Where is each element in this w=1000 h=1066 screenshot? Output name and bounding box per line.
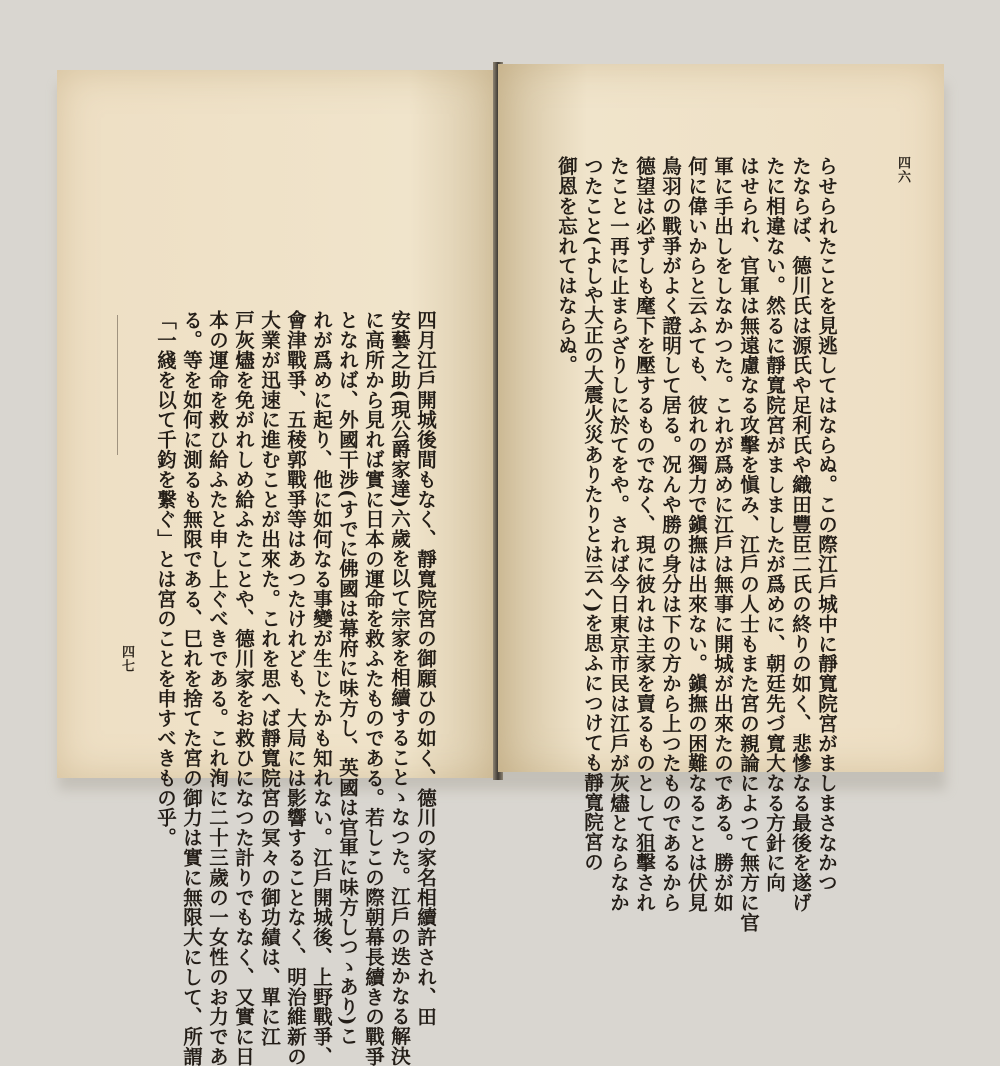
margin-rule bbox=[117, 315, 118, 455]
left-page-text bbox=[152, 310, 438, 1066]
text-line: 軍に手出しをしなかつた。これが爲めに江戶は無事に開城が出來たのである。勝が如 bbox=[711, 156, 734, 913]
text-line: らせられたことを見逃してはならぬ。この際江戶城中に靜寬院宮がましまさなかつ bbox=[815, 156, 838, 893]
text-line: 安藝之助(現公爵家達)六歲を以て宗家を相續することゝなつた。江戶の迭かなる解決 bbox=[388, 310, 411, 1066]
text-line: 會津戰爭、五稜郭戰爭等はあつたけれども、大局には影響することなく、明治維新の bbox=[284, 310, 307, 1066]
text-line: 御恩を忘れてはならぬ。 bbox=[555, 156, 578, 375]
text-line: たならば、德川氏は源氏や足利氏や織田豐臣二氏の終りの如く、悲慘なる最後を遂げ bbox=[789, 156, 812, 913]
text-line: 四月江戶開城後間もなく、靜寬院宮の御願ひの如く、德川の家名相續許され、田 bbox=[414, 310, 437, 1027]
text-line: 大業が迅速に進むことが出來た。これを思へば靜寬院宮の冥々の御功績は、單に江 bbox=[258, 310, 281, 1047]
text-line: 戸灰燼を免がれしめ給ふたことや、德川家をお救ひになつた計りでもなく、又實に日 bbox=[232, 310, 255, 1066]
right-page bbox=[498, 64, 944, 933]
text-line: つたこと(よしや大正の大震火災ありたりとは云へ)を思ふにつけても靜寬院宮の bbox=[581, 156, 604, 872]
text-line: たこと一再に止まらざりしに於てをや。されば今日東京市民は江戶が灰燼とならなか bbox=[607, 156, 630, 913]
text-line: 本の運命を救ひ給ふたと申し上ぐべきである。これ洵に二十三歲の一女性のお力であ bbox=[206, 310, 229, 1066]
text-line: 德望は必ずしも麾下を壓するものでなく、現に彼れは主家を賣るものとして狙擊され bbox=[633, 156, 656, 913]
text-line: 「一綫を以て千鈞を繋ぐ」とは宮のことを申すべきもの乎。 bbox=[154, 310, 177, 848]
text-line: となれば、外國干涉(すでに佛國は幕府に味方し、英國は官軍に味方しつゝあり)こ bbox=[336, 310, 359, 1046]
text-line: れが爲めに起り、他に如何なる事變が生じたかも知れない。江戶開城後、上野戰爭、 bbox=[310, 310, 333, 1066]
text-line: たに相違ない。然るに靜寬院宮がましましたが爲めに、朝廷先づ寬大なる方針に向 bbox=[763, 156, 786, 893]
text-line: はせられ、官軍は無遠慮なる攻擊を愼み、江戶の人士もまた宮の親論によつて無方に官 bbox=[737, 156, 760, 933]
right-page-text bbox=[553, 156, 839, 933]
page-number-left: 四七 bbox=[119, 645, 134, 673]
text-line: 何に偉いからと云ふても、彼れの獨力で鎭撫は出來ない。鎭撫の困難なることは伏見 bbox=[685, 156, 708, 913]
left-page bbox=[57, 70, 497, 1066]
text-line: に高所から見れば實に日本の運命を救ふたものである。若しこの際朝幕長續きの戰爭 bbox=[362, 310, 385, 1066]
page-number-right: 四六 bbox=[895, 156, 910, 184]
text-line: 鳥羽の戰爭がよく證明して居る。况んや勝の身分は下の方から上つたものであるから bbox=[659, 156, 682, 913]
text-line: る。等を如何に測るも無限である、巳れを捨てた宮の御力は實に無限大にして、所謂 bbox=[180, 310, 203, 1066]
